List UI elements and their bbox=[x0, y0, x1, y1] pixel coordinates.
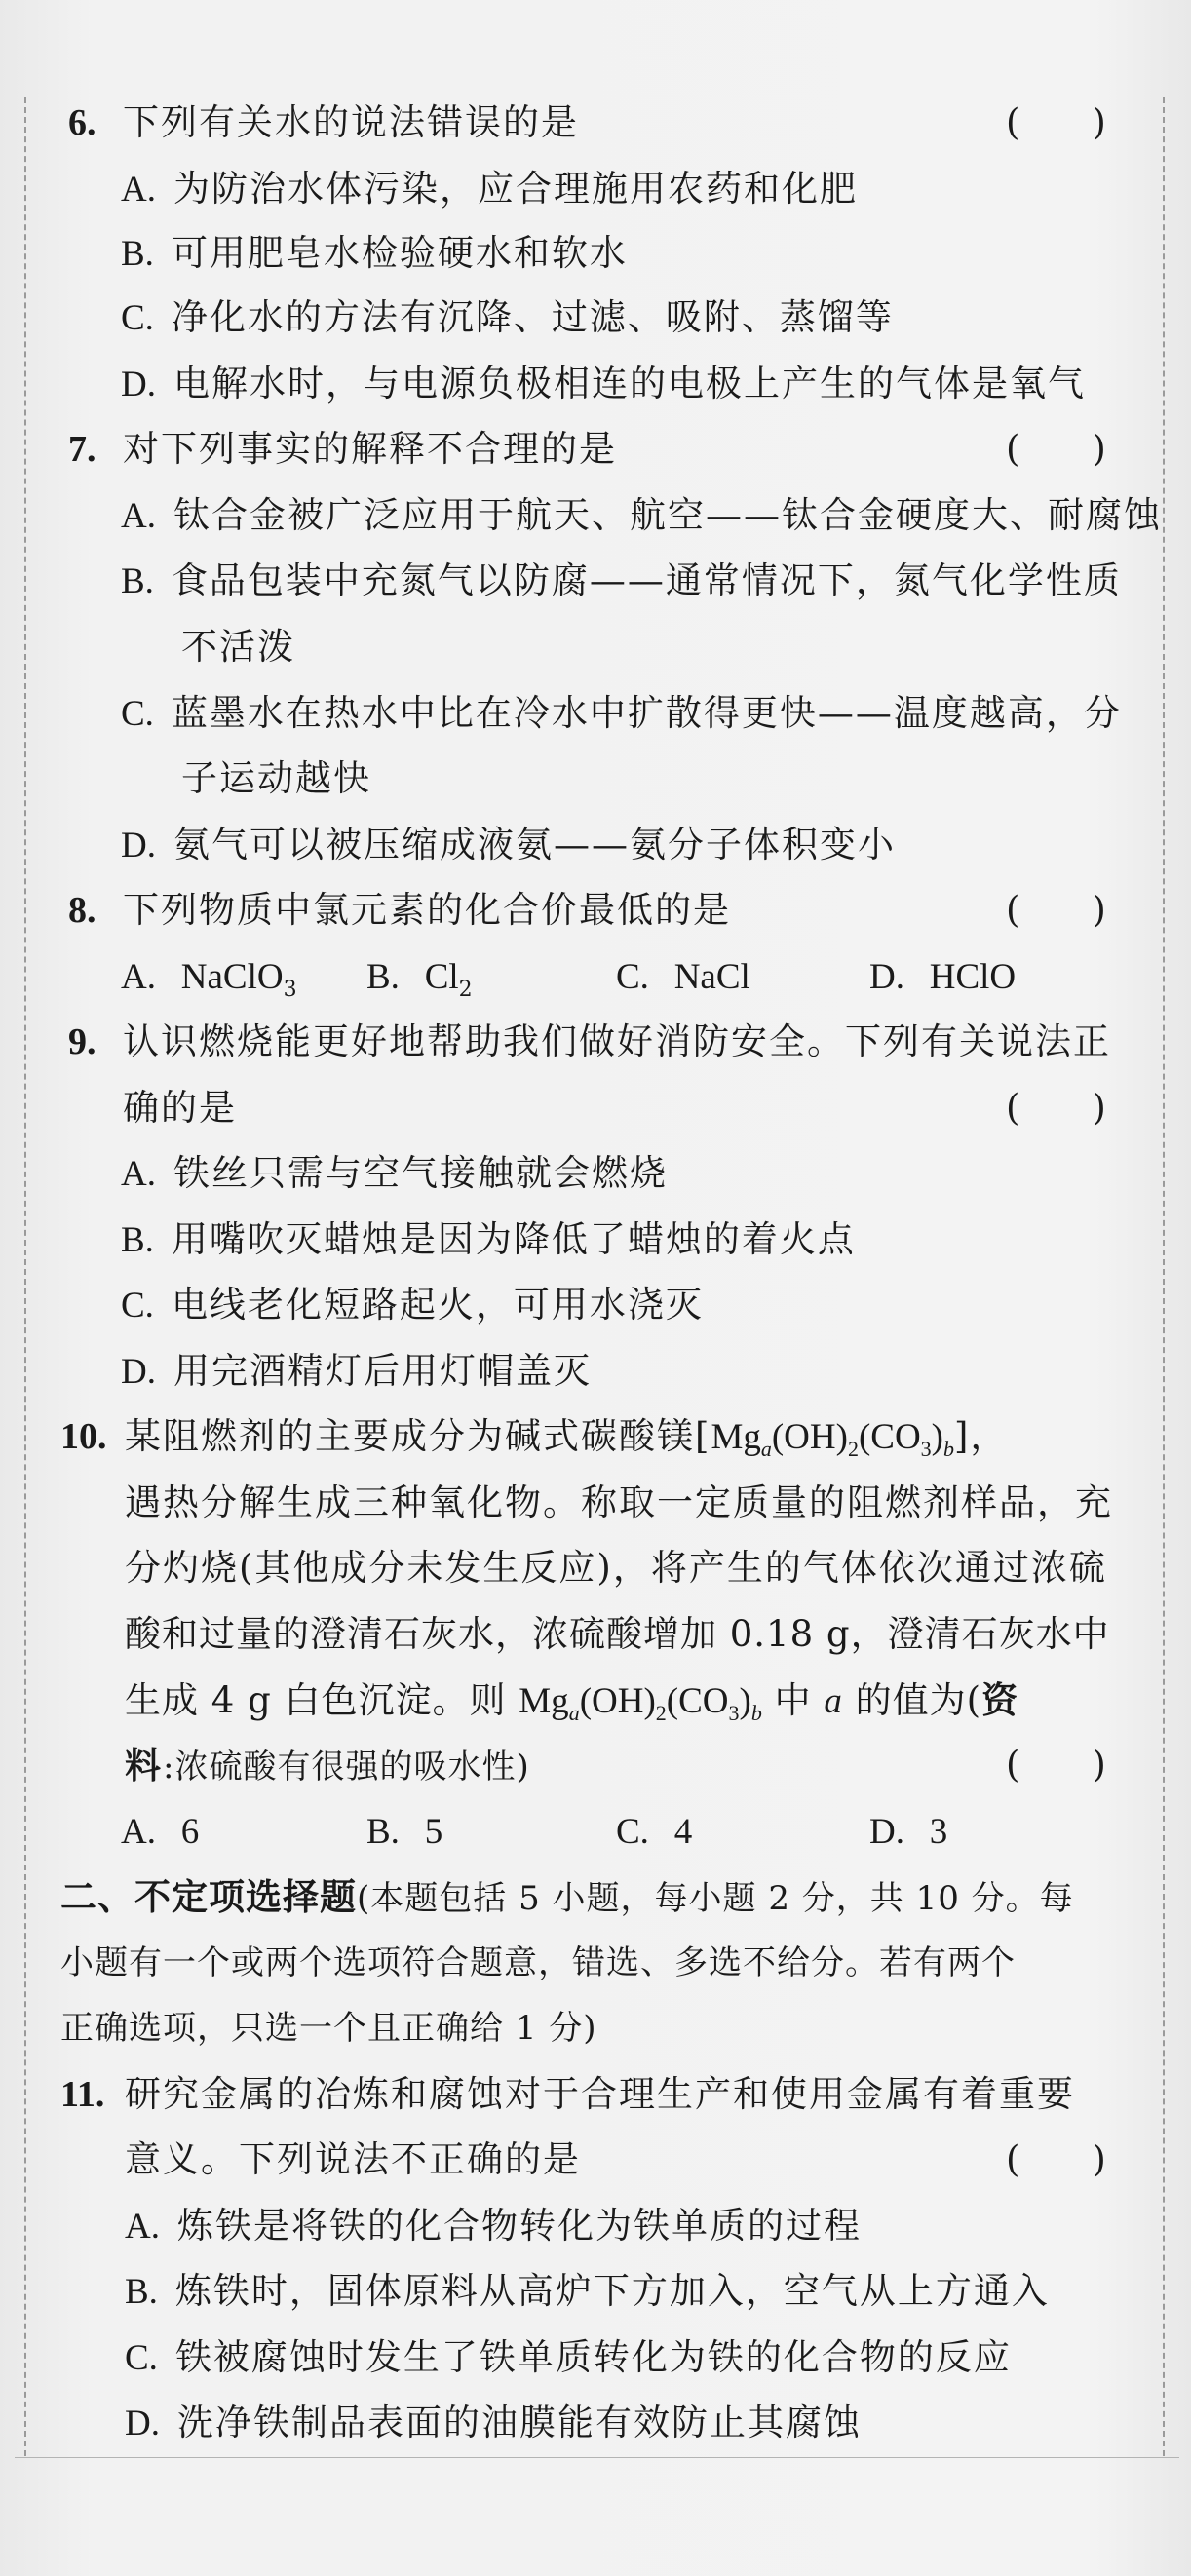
option-text: 用完酒精灯后用灯帽盖灭 bbox=[173, 1350, 592, 1392]
option-text: 为防治水体污染，应合理施用农药和化肥 bbox=[173, 168, 858, 210]
formula bbox=[519, 1681, 762, 1725]
formula-subscript: a bbox=[568, 1701, 580, 1725]
option-line bbox=[121, 1150, 668, 1197]
option-line bbox=[121, 361, 1086, 407]
choice-a bbox=[121, 1808, 199, 1856]
option-letter: A. bbox=[121, 1154, 156, 1194]
option-text: 食品包装中充氮气以防腐——通常情况下，氮气化学性质 bbox=[171, 559, 1122, 601]
choice-c bbox=[616, 1808, 692, 1856]
answer-paren: ( ) bbox=[1006, 1744, 1106, 1786]
right-dashed-border bbox=[1163, 97, 1165, 2456]
formula-subscript: 3 bbox=[728, 1701, 740, 1725]
formula-part: ) bbox=[739, 1681, 751, 1721]
option-formula: Cl bbox=[424, 957, 459, 997]
section-description: 小题有一个或两个选项符合题意，错选、多选不给分。若有两个 bbox=[60, 1943, 1016, 1982]
option-continuation: 子运动越快 bbox=[181, 757, 371, 799]
option-formula: HClO bbox=[929, 957, 1017, 997]
question-number: 9. bbox=[68, 1021, 96, 1062]
question-10-line-4: 酸和过量的澄清石灰水，浓硫酸增加 0.18 g，澄清石灰水中 bbox=[125, 1613, 1110, 1655]
option-text: 洗净铁制品表面的油膜能有效防止其腐蚀 bbox=[176, 2402, 862, 2443]
choice-c bbox=[616, 953, 750, 1001]
option-letter: C. bbox=[616, 957, 649, 997]
question-stem-continuation: 意义。下列说法不正确的是 bbox=[125, 2138, 581, 2180]
option-letter: A. bbox=[121, 496, 156, 536]
option-text: 电线老化短路起火，可用水浇灭 bbox=[171, 1284, 704, 1326]
question-10-line-5 bbox=[125, 1676, 1018, 1723]
option-letter: C. bbox=[616, 1812, 649, 1852]
question-stem: 下列物质中氯元素的化合价最低的是 bbox=[123, 889, 731, 931]
question-number: 6. bbox=[68, 102, 96, 143]
option-line bbox=[125, 2334, 1012, 2381]
answer-paren: ( ) bbox=[1006, 889, 1106, 931]
option-letter: C. bbox=[121, 1286, 154, 1326]
option-formula: NaClO bbox=[180, 957, 284, 997]
question-stem: 研究金属的冶炼和腐蚀对于合理生产和使用金属有着重要 bbox=[125, 2073, 1075, 2115]
option-text: 蓝墨水在热水中比在冷水中扩散得更快——温度越高，分 bbox=[171, 692, 1122, 734]
section-description: (本题包括 5 小题，每小题 2 分，共 10 分。每 bbox=[357, 1879, 1074, 1918]
question-10-line-2: 遇热分解生成三种氧化物。称取一定质量的阻燃剂样品，充 bbox=[125, 1481, 1113, 1523]
option-text: 用嘴吹灭蜡烛是因为降低了蜡烛的着火点 bbox=[171, 1218, 856, 1260]
option-line bbox=[125, 2400, 862, 2446]
option-letter: C. bbox=[125, 2338, 158, 2378]
answer-paren: ( ) bbox=[1006, 428, 1106, 470]
formula-subscript: 2 bbox=[655, 1701, 667, 1725]
stem-text: 中 bbox=[774, 1679, 812, 1721]
option-value: 4 bbox=[673, 1812, 693, 1852]
question-10-line-6 bbox=[125, 1742, 530, 1788]
section-title: 二、不定项选择题 bbox=[60, 1875, 357, 1918]
formula-part: Mg bbox=[711, 1417, 761, 1457]
option-text: 净化水的方法有沉降、过滤、吸附、蒸馏等 bbox=[171, 296, 894, 338]
option-letter: D. bbox=[121, 365, 156, 404]
stem-text: :浓硫酸有很强的吸水性) bbox=[163, 1748, 530, 1787]
option-line bbox=[121, 690, 1122, 737]
option-text: 炼铁是将铁的化合物转化为铁单质的过程 bbox=[176, 2205, 862, 2247]
formula bbox=[711, 1417, 954, 1461]
option-line bbox=[121, 822, 896, 868]
answer-paren: ( ) bbox=[1006, 1087, 1106, 1129]
option-line bbox=[125, 2203, 862, 2249]
option-text: 电解水时，与电源负极相连的电极上产生的气体是氧气 bbox=[173, 363, 1086, 404]
option-text: 铁丝只需与空气接触就会燃烧 bbox=[173, 1152, 668, 1194]
option-value: 6 bbox=[180, 1812, 200, 1852]
option-line bbox=[121, 1216, 856, 1263]
section-description: 正确选项，只选一个且正确给 1 分) bbox=[60, 2009, 597, 2048]
choice-a bbox=[121, 953, 297, 1001]
formula-subscript: 3 bbox=[283, 978, 297, 1002]
question-number: 7. bbox=[68, 429, 96, 470]
stem-text: 的值为( bbox=[855, 1679, 982, 1721]
formula-subscript: b bbox=[943, 1437, 954, 1461]
formula-part: (OH) bbox=[579, 1681, 656, 1721]
option-line bbox=[121, 557, 1122, 604]
option-letter: A. bbox=[121, 170, 156, 210]
option-letter: D. bbox=[121, 826, 156, 865]
choice-d bbox=[869, 1808, 947, 1856]
option-letter: B. bbox=[366, 1812, 400, 1852]
formula-part: Mg bbox=[519, 1681, 569, 1721]
option-line bbox=[121, 166, 858, 212]
formula-subscript: 3 bbox=[920, 1437, 932, 1461]
option-line bbox=[121, 1282, 704, 1328]
formula-part: (OH) bbox=[771, 1417, 848, 1457]
option-text: 炼铁时，固体原料从高炉下方加入，空气从上方通入 bbox=[174, 2270, 1050, 2312]
bold-text: 资 bbox=[981, 1678, 1019, 1721]
option-line bbox=[121, 1348, 592, 1395]
formula-subscript: 2 bbox=[847, 1437, 859, 1461]
option-letter: D. bbox=[125, 2403, 160, 2443]
option-text: 钛合金被广泛应用于航天、航空——钛合金硬度大、耐腐蚀 bbox=[173, 494, 1162, 536]
option-letter: C. bbox=[121, 694, 154, 734]
option-letter: C. bbox=[121, 298, 154, 338]
option-continuation: 不活泼 bbox=[181, 626, 295, 668]
question-10-line-3: 分灼烧(其他成分未发生反应)，将产生的气体依次通过浓硫 bbox=[125, 1547, 1107, 1589]
option-line bbox=[121, 294, 894, 341]
formula-subscript: 2 bbox=[458, 978, 473, 1002]
option-text: 可用肥皂水检验硬水和软水 bbox=[171, 232, 628, 274]
formula-part: (CO bbox=[666, 1681, 729, 1721]
formula-subscript: b bbox=[750, 1701, 762, 1725]
option-letter: B. bbox=[125, 2272, 158, 2312]
question-stem: 对下列事实的解释不合理的是 bbox=[123, 428, 617, 470]
variable: a bbox=[824, 1681, 843, 1721]
option-text: 铁被腐蚀时发生了铁单质转化为铁的化合物的反应 bbox=[174, 2336, 1012, 2378]
choice-d bbox=[869, 953, 1016, 1001]
option-letter: B. bbox=[121, 234, 154, 274]
answer-paren: ( ) bbox=[1006, 2138, 1106, 2180]
section-2-heading-line bbox=[60, 1873, 1074, 1920]
option-letter: B. bbox=[366, 957, 400, 997]
question-number: 10. bbox=[60, 1416, 107, 1457]
option-line bbox=[125, 2268, 1050, 2315]
question-stem-line bbox=[125, 1413, 1008, 1461]
choice-b bbox=[366, 953, 473, 1001]
stem-text: ]， bbox=[954, 1415, 1009, 1457]
bottom-rule bbox=[15, 2457, 1179, 2458]
option-letter: A. bbox=[125, 2207, 160, 2247]
option-line bbox=[121, 492, 1162, 539]
stem-text: 生成 4 g 白色沉淀。则 bbox=[125, 1679, 507, 1721]
formula-subscript: a bbox=[760, 1437, 772, 1461]
bold-text: 料 bbox=[125, 1744, 163, 1787]
option-letter: D. bbox=[869, 1812, 904, 1852]
question-stem: 认识燃烧能更好地帮助我们做好消防安全。下列有关说法正 bbox=[123, 1020, 1111, 1062]
question-number: 8. bbox=[68, 890, 96, 931]
option-value: 3 bbox=[929, 1812, 948, 1852]
option-letter: D. bbox=[121, 1352, 156, 1392]
question-stem-continuation: 确的是 bbox=[123, 1087, 237, 1129]
option-letter: A. bbox=[121, 957, 156, 997]
left-dashed-border bbox=[24, 97, 26, 2456]
question-number: 11. bbox=[60, 2074, 105, 2115]
option-letter: D. bbox=[869, 957, 904, 997]
option-text: 氨气可以被压缩成液氨——氨分子体积变小 bbox=[173, 824, 896, 865]
option-formula: NaCl bbox=[673, 957, 750, 997]
formula-part: ) bbox=[931, 1417, 943, 1457]
option-letter: A. bbox=[121, 1812, 156, 1852]
question-stem: 下列有关水的说法错误的是 bbox=[123, 101, 579, 143]
option-letter: B. bbox=[121, 561, 154, 601]
option-value: 5 bbox=[424, 1812, 443, 1852]
option-letter: B. bbox=[121, 1220, 154, 1260]
choice-b bbox=[366, 1808, 442, 1856]
stem-text: 某阻燃剂的主要成分为碱式碳酸镁[ bbox=[125, 1415, 711, 1457]
option-line bbox=[121, 230, 628, 277]
answer-paren: ( ) bbox=[1006, 101, 1106, 143]
formula-part: (CO bbox=[858, 1417, 921, 1457]
